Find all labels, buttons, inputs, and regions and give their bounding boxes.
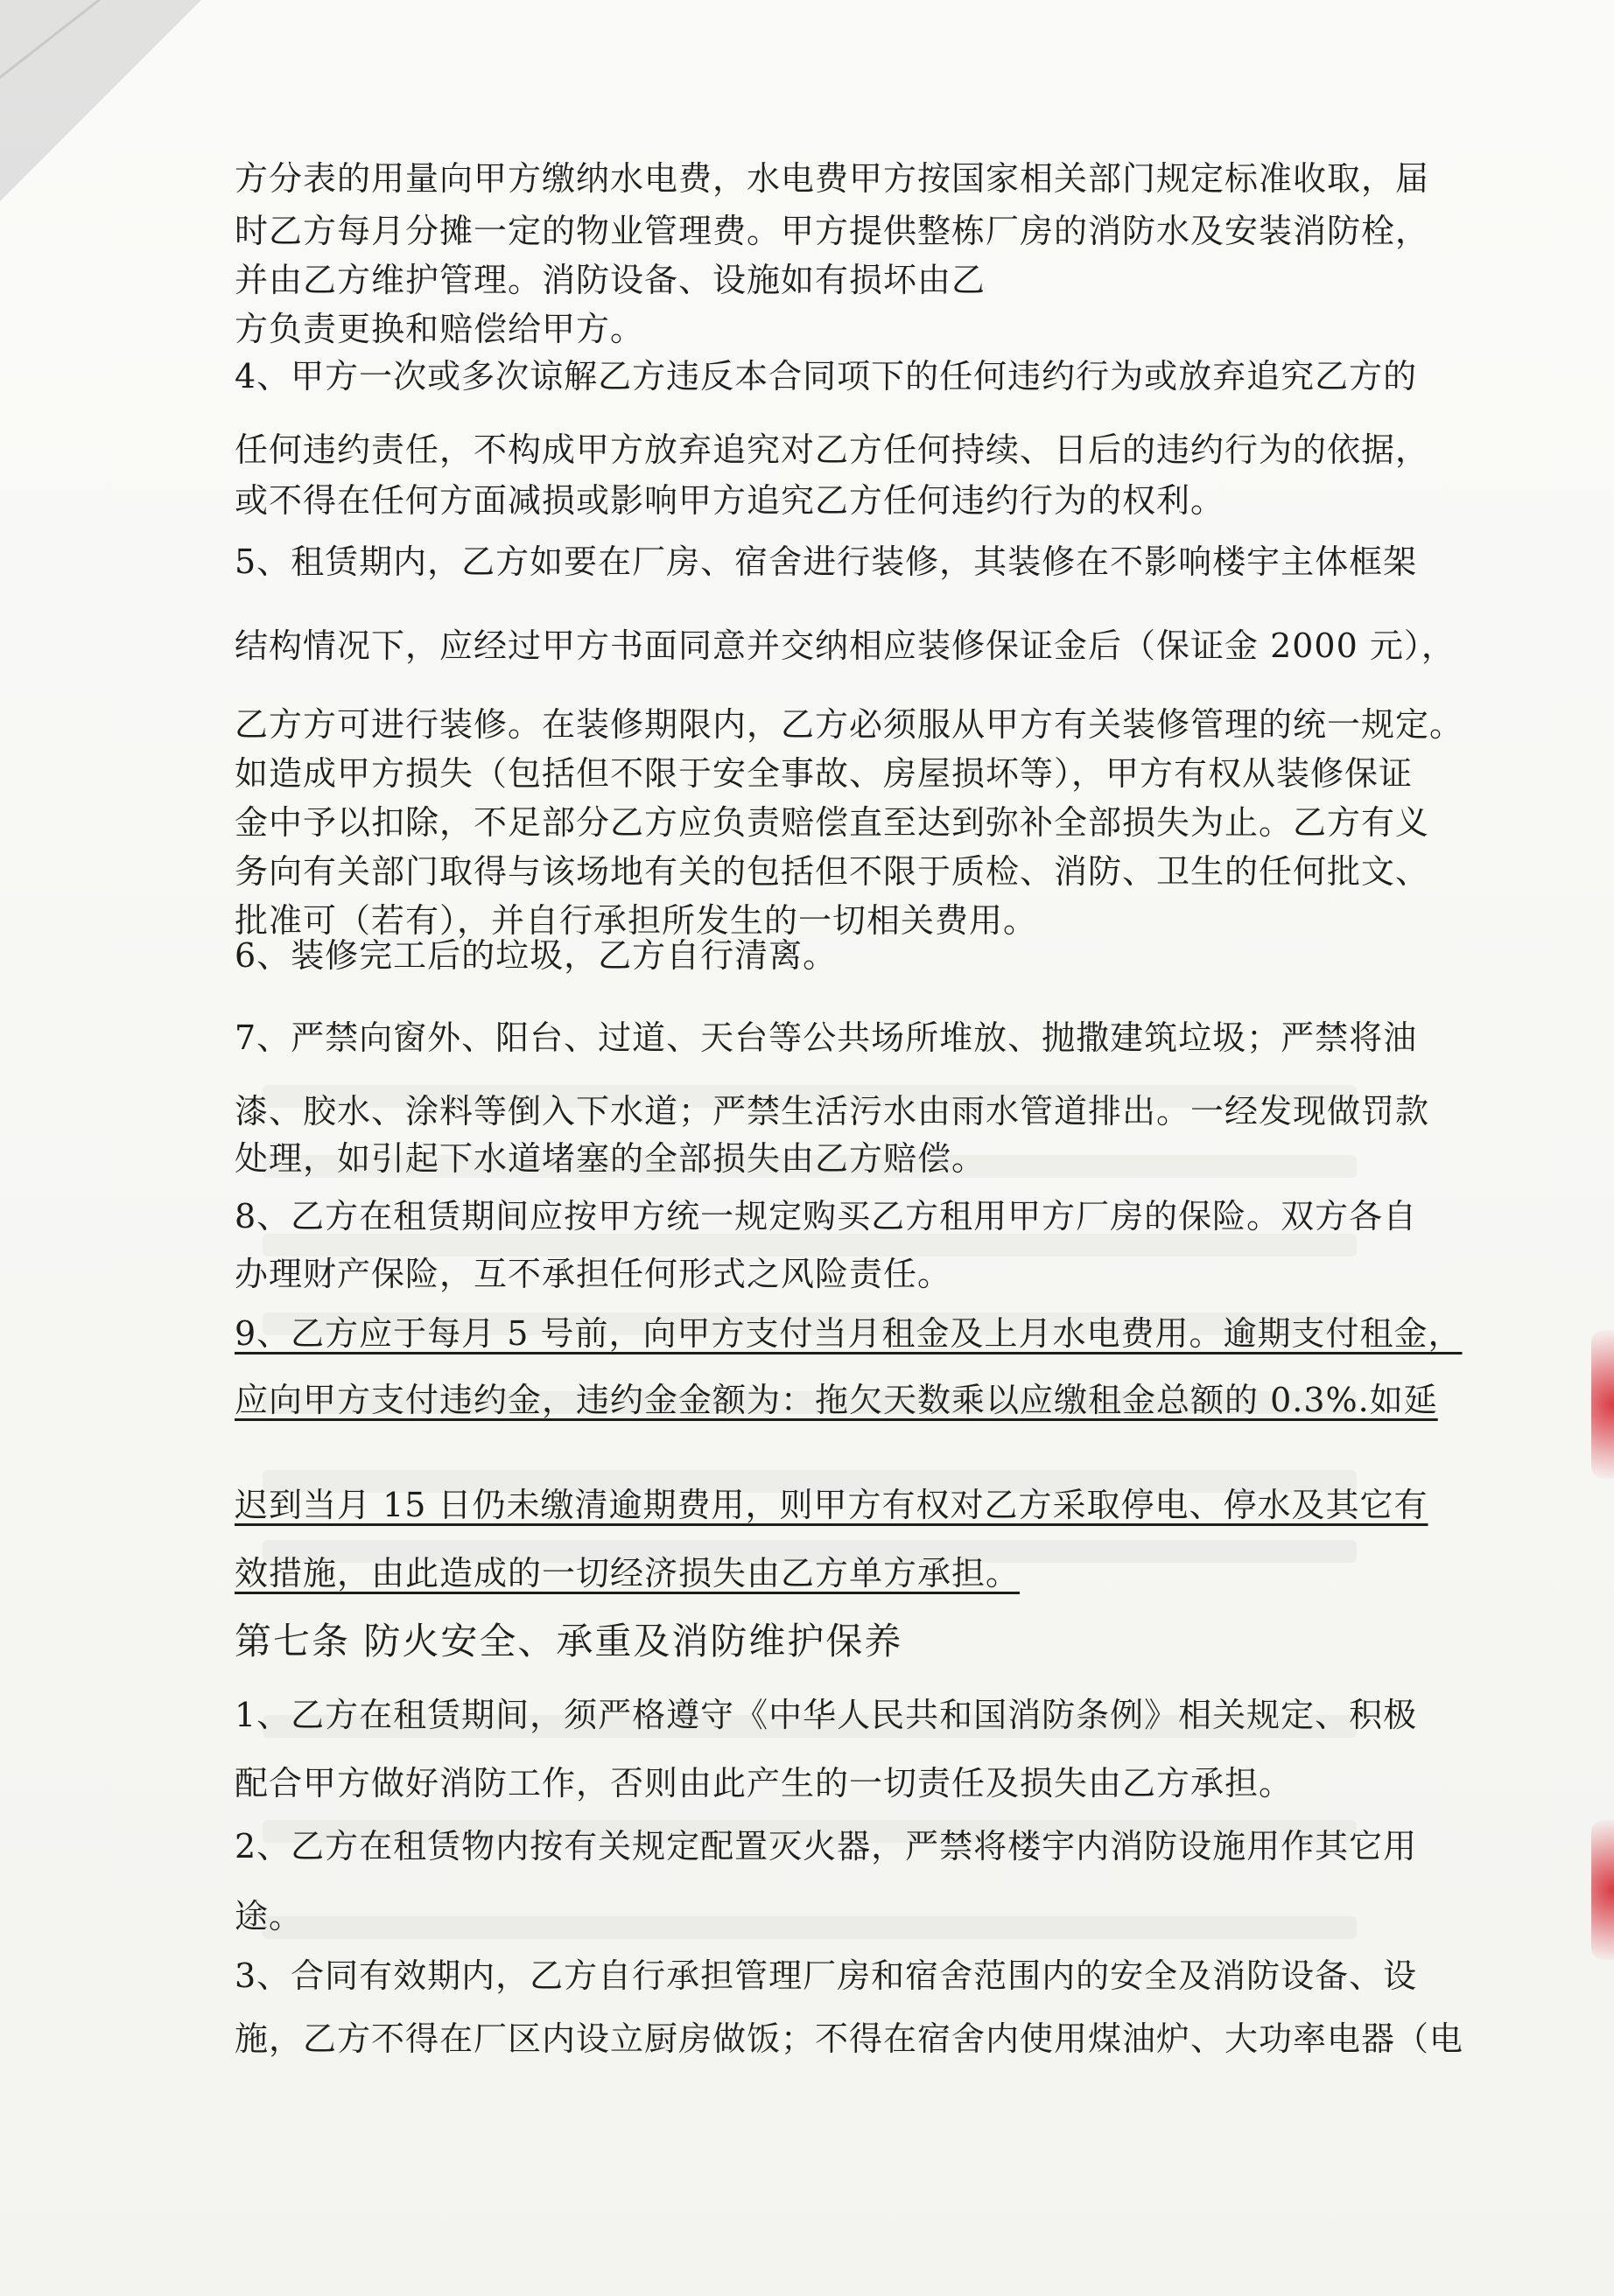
seal-stamp-edge xyxy=(1591,1330,1614,1479)
underlined-text-line: 9、乙方应于每月 5 号前，向甲方支付当月租金及上月水电费用。逾期支付租金， xyxy=(235,1314,1463,1353)
text-line: 6、装修完工后的垃圾，乙方自行清离。 xyxy=(235,936,838,975)
text-line: 时乙方每月分摊一定的物业管理费。甲方提供整栋厂房的消防水及安装消防栓， xyxy=(235,212,1430,250)
text-line: 任何违约责任，不构成甲方放弃追究对乙方任何持续、日后的违约行为的依据， xyxy=(235,430,1430,469)
underlined-text-line: 效措施，由此造成的一切经济损失由乙方单方承担。 xyxy=(235,1554,1021,1592)
text-line: 如造成甲方损失（包括但不限于安全事故、房屋损坏等），甲方有权从装修保证 xyxy=(235,754,1414,793)
text-line: 配合甲方做好消防工作，否则由此产生的一切责任及损失由乙方承担。 xyxy=(235,1764,1294,1802)
text-line: 务向有关部门取得与该场地有关的包括但不限于质检、消防、卫生的任何批文、 xyxy=(235,852,1430,891)
text-line: 2、乙方在租赁物内按有关规定配置灭火器，严禁将楼宇内消防设施用作其它用 xyxy=(235,1827,1418,1866)
page-corner-fold xyxy=(0,0,201,201)
underlined-text-line: 迟到当月 15 日仍未缴清逾期费用，则甲方有权对乙方采取停电、停水及其它有 xyxy=(235,1486,1428,1524)
underlined-text-line: 应向甲方支付违约金，违约金金额为：拖欠天数乘以应缴租金总额的 0.3%.如延 xyxy=(235,1381,1438,1419)
seal-stamp-edge xyxy=(1591,1820,1614,1960)
text-line: 方负责更换和赔偿给甲方。 xyxy=(235,310,645,348)
text-line: 办理财产保险，互不承担任何形式之风险责任。 xyxy=(235,1255,952,1293)
text-line: 漆、胶水、涂料等倒入下水道；严禁生活污水由雨水管道排出。一经发现做罚款 xyxy=(235,1092,1430,1130)
text-line: 5、租赁期内，乙方如要在厂房、宿舍进行装修，其装修在不影响楼宇主体框架 xyxy=(235,542,1418,581)
text-line: 8、乙方在租赁期间应按甲方统一规定购买乙方租用甲方厂房的保险。双方各自 xyxy=(235,1197,1418,1236)
text-line: 方分表的用量向甲方缴纳水电费，水电费甲方按国家相关部门规定标准收取，届 xyxy=(235,159,1430,198)
text-line: 乙方方可进行装修。在装修期限内，乙方必须服从甲方有关装修管理的统一规定。 xyxy=(235,705,1464,744)
section-heading: 第七条 防火安全、承重及消防维护保养 xyxy=(235,1620,903,1662)
text-line: 7、严禁向窗外、阳台、过道、天台等公共场所堆放、抛撒建筑垃圾；严禁将油 xyxy=(235,1018,1418,1057)
text-line: 途。 xyxy=(235,1897,304,1936)
show-through-mark xyxy=(263,1916,1357,1939)
text-line: 3、合同有效期内，乙方自行承担管理厂房和宿舍范围内的安全及消防设备、设 xyxy=(235,1956,1418,1995)
text-line: 处理，如引起下水道堵塞的全部损失由乙方赔偿。 xyxy=(235,1139,986,1178)
text-line: 批准可（若有），并自行承担所发生的一切相关费用。 xyxy=(235,901,1038,940)
text-line: 1、乙方在租赁期间，须严格遵守《中华人民共和国消防条例》相关规定、积极 xyxy=(235,1696,1418,1734)
text-line: 4、甲方一次或多次谅解乙方违反本合同项下的任何违约行为或放弃追究乙方的 xyxy=(235,357,1418,396)
text-line: 施，乙方不得在厂区内设立厨房做饭；不得在宿舍内使用煤油炉、大功率电器（电 xyxy=(235,2020,1464,2058)
text-line: 并由乙方维护管理。消防设备、设施如有损坏由乙 xyxy=(235,261,986,299)
text-line: 结构情况下，应经过甲方书面同意并交纳相应装修保证金后（保证金 2000 元）， xyxy=(235,626,1456,665)
text-line: 金中予以扣除，不足部分乙方应负责赔偿直至达到弥补全部损失为止。乙方有义 xyxy=(235,803,1430,842)
text-line: 或不得在任何方面减损或影响甲方追究乙方任何违约行为的权利。 xyxy=(235,481,1225,520)
